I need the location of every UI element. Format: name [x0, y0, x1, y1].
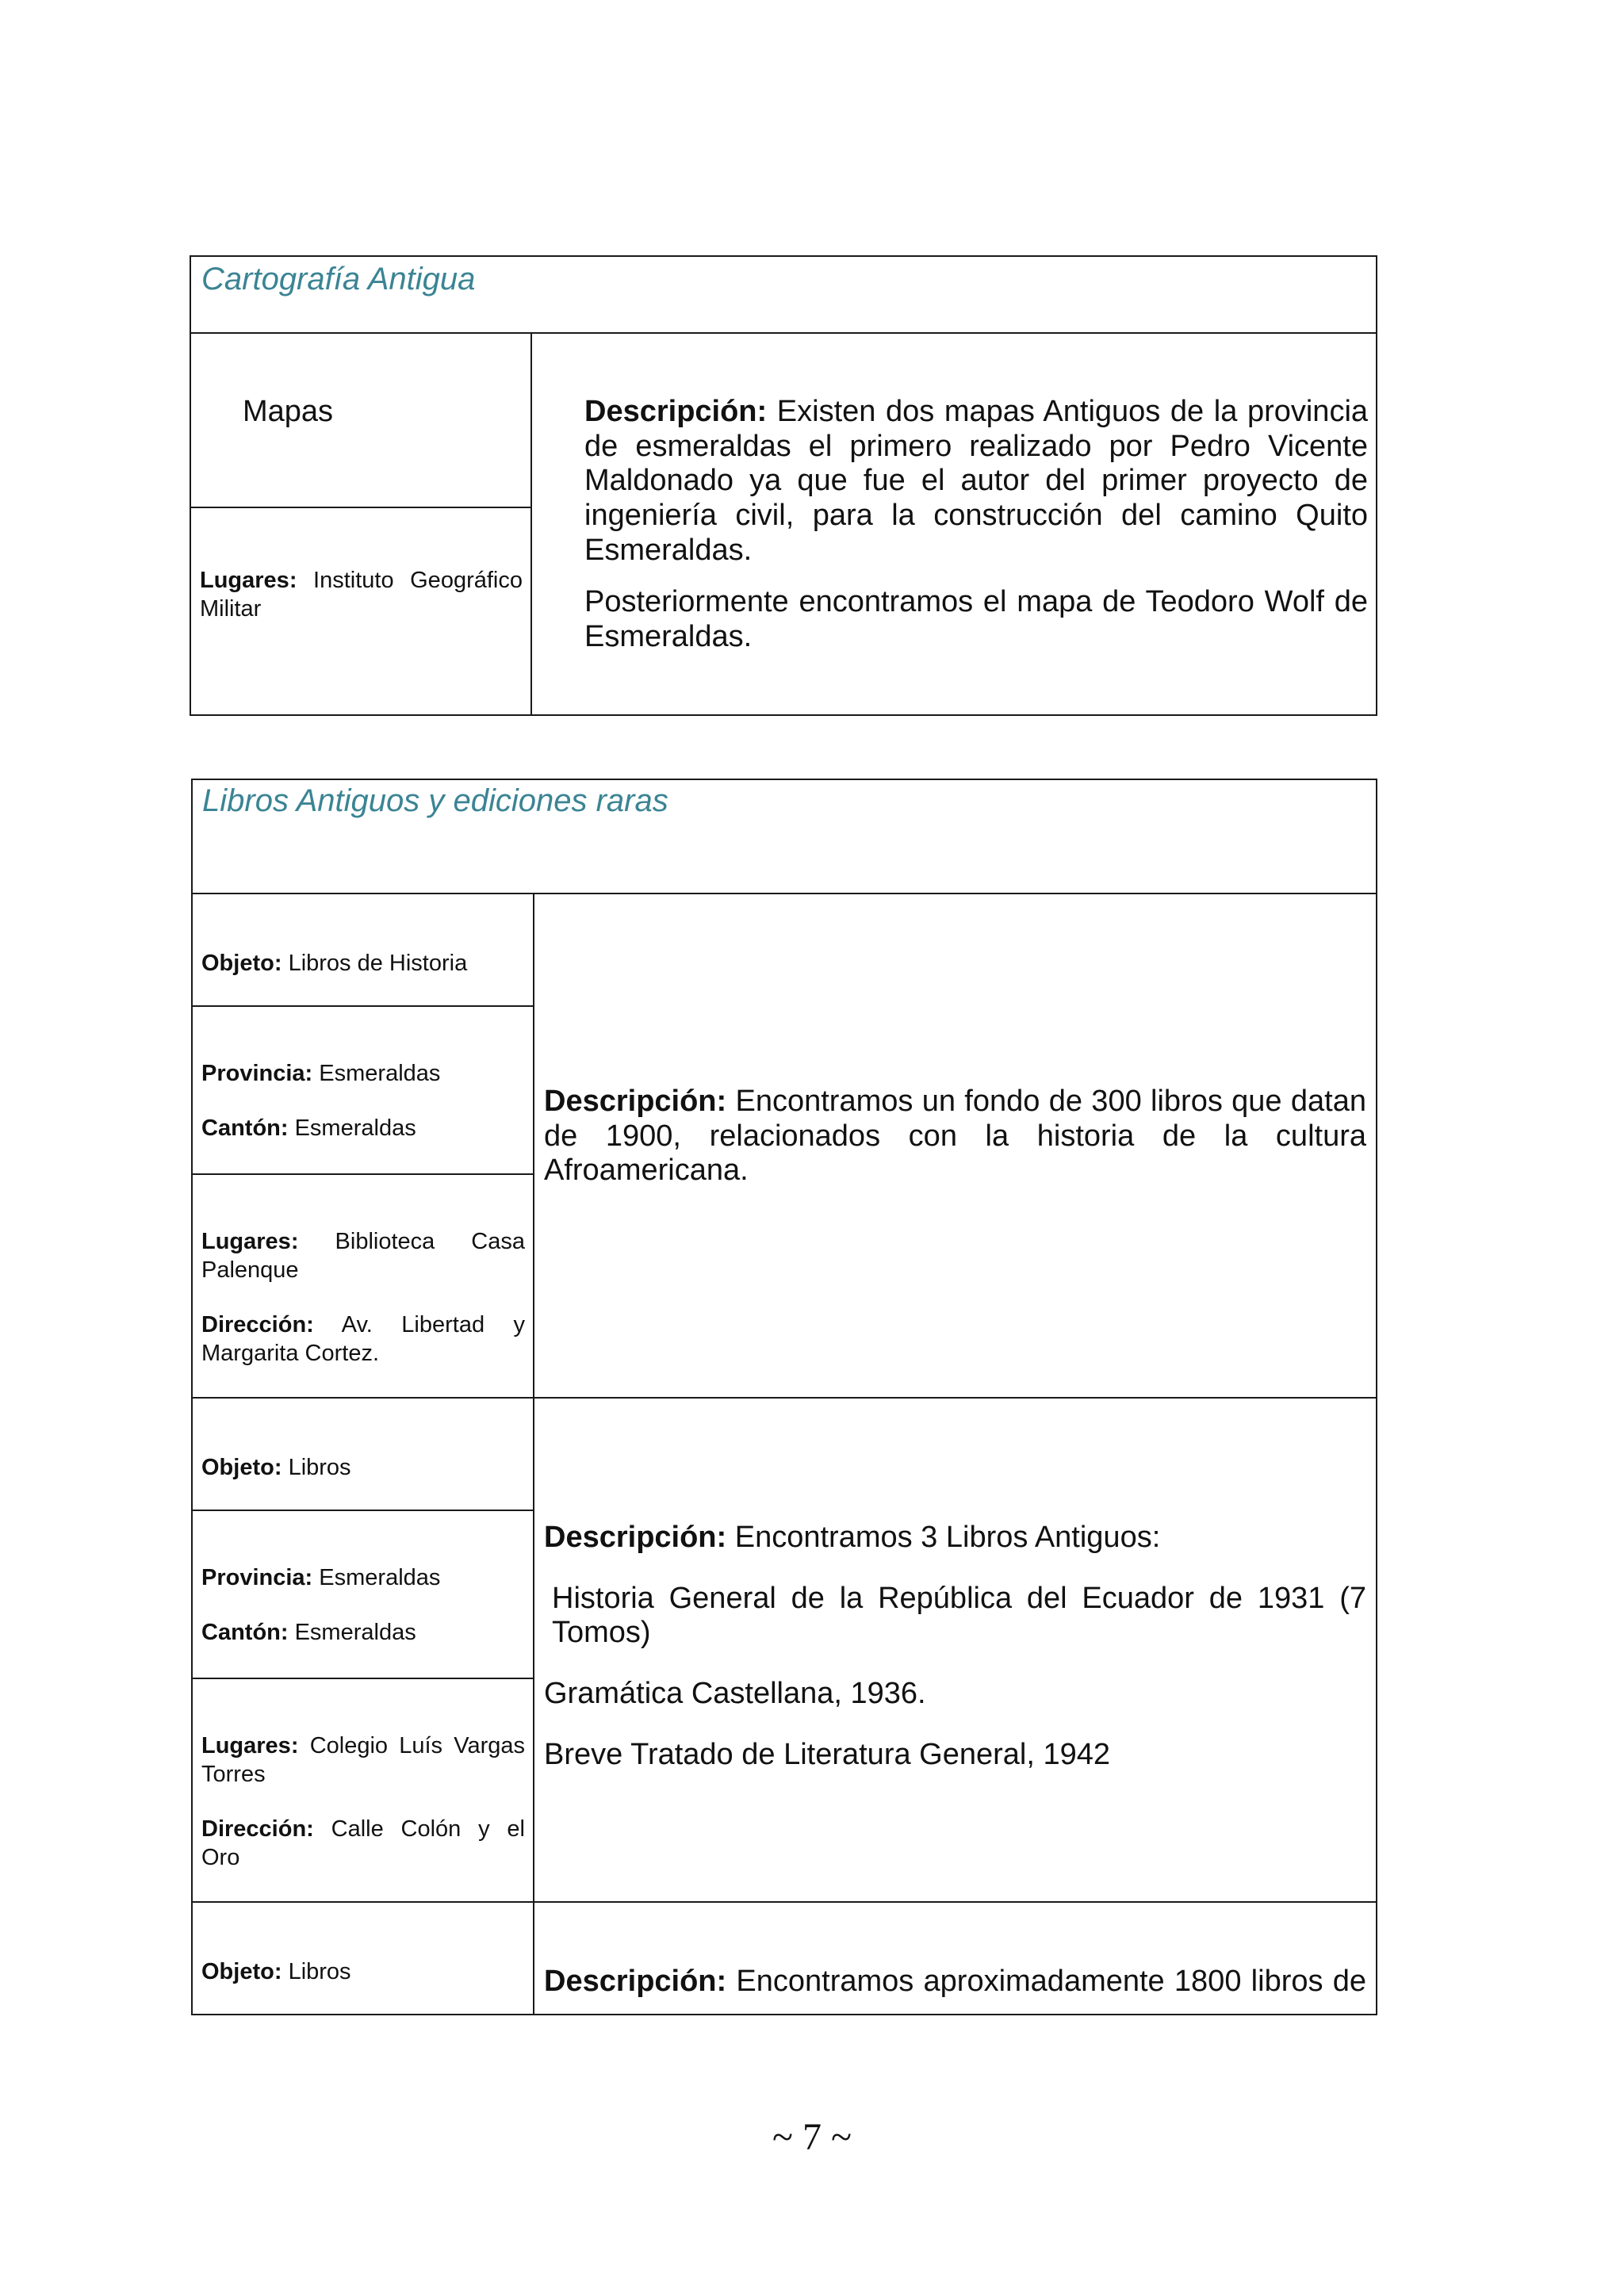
section-title: Libros Antiguos y ediciones raras [202, 783, 668, 818]
direccion-value: Av. Libertad y Margarita Cortez. [201, 1311, 525, 1366]
description-text: Encontramos aproximadamente 1800 libros de [736, 1965, 1366, 1998]
mapas-cell [190, 333, 531, 507]
entry3-description-cell [534, 1902, 1377, 2015]
provincia-label: Provincia: [201, 1061, 313, 1086]
canton-label: Cantón: [201, 1115, 289, 1141]
lugares-label: Lugares: [201, 1733, 299, 1758]
description-label: Descripción: [544, 1965, 727, 1998]
book-item: Breve Tratado de Literatura General, 1942 [544, 1737, 1111, 1771]
lugares-value: Instituto Geográfico Militar [200, 568, 523, 622]
entry1-objeto-cell [192, 894, 534, 1006]
direccion-label: Dirección: [201, 1311, 314, 1337]
cartografia-description [584, 395, 1368, 568]
cartografia-description-2: Posteriormente encontramos el mapa de Teodoro Wolf de Esmeraldas. [584, 585, 1369, 654]
entry2-description [544, 1521, 1366, 1556]
canton-value: Esmeraldas [294, 1619, 416, 1645]
description-text: Encontramos 3 Libros Antiguos: [734, 1521, 1161, 1554]
provincia-value: Esmeraldas [319, 1061, 441, 1086]
description-text: Encontramos un fondo de 300 libros que datan de 1900, relacionados con la historia de la cultura Afroamericana. [544, 1085, 1366, 1188]
lugares-value: Colegio Luís Vargas Torres [201, 1733, 525, 1787]
lugares-label: Lugares: [201, 1229, 299, 1254]
description-label: Descripción: [544, 1521, 727, 1554]
libros-title-cell [192, 779, 1377, 894]
entry2-provincia-cell [192, 1510, 534, 1678]
entry1-lugares-cell [192, 1174, 534, 1398]
mapas-label: Mapas [243, 395, 334, 428]
objeto-value: Libros [288, 1455, 351, 1480]
objeto-value: Libros de Historia [288, 951, 468, 976]
entry2-lugares-cell [192, 1678, 534, 1902]
description-label: Descripción: [544, 1085, 727, 1118]
libros-table [191, 779, 1377, 2015]
objeto-value: Libros [288, 1959, 351, 1984]
section-title: Cartografía Antigua [201, 262, 476, 297]
book-item: Historia General de la República del Ecuador de 1931 (7 Tomos) [552, 1581, 1366, 1650]
canton-value: Esmeraldas [294, 1115, 416, 1141]
provincia-value: Esmeraldas [319, 1565, 441, 1590]
cartografia-description-cell [531, 333, 1377, 715]
direccion-label: Dirección: [201, 1816, 314, 1842]
objeto-label: Objeto: [201, 1455, 282, 1480]
canton-label: Cantón: [201, 1619, 289, 1645]
entry2-objeto-cell [192, 1398, 534, 1510]
entry3-objeto-cell [192, 1902, 534, 2015]
direccion-value: Calle Colón y el Oro [201, 1816, 525, 1870]
lugares-label: Lugares: [200, 568, 297, 593]
entry2-description-cell [534, 1398, 1377, 1902]
cartografia-lugares-cell [190, 507, 531, 715]
objeto-label: Objeto: [201, 1959, 282, 1984]
provincia-label: Provincia: [201, 1565, 313, 1590]
lugares-value: Biblioteca Casa Palenque [201, 1229, 526, 1283]
cartografia-title-cell [190, 256, 1377, 333]
entry1-provincia-cell [192, 1006, 534, 1174]
entry1-description-cell [534, 894, 1377, 1398]
objeto-label: Objeto: [201, 951, 282, 976]
book-item: Gramática Castellana, 1936. [544, 1677, 926, 1711]
cartografia-table [190, 255, 1377, 716]
page-number: ~ 7 ~ [772, 2116, 852, 2158]
entry1-description [544, 1085, 1366, 1188]
description-text: Existen dos mapas Antiguos de la provincia de esmeraldas el primero realizado por Pedro Vicente Maldonado ya que fue el autor del primer proyecto de ingeniería civil, para la construcción del camino Quito Esmeraldas. [584, 395, 1369, 567]
description-label: Descripción: [584, 395, 768, 428]
